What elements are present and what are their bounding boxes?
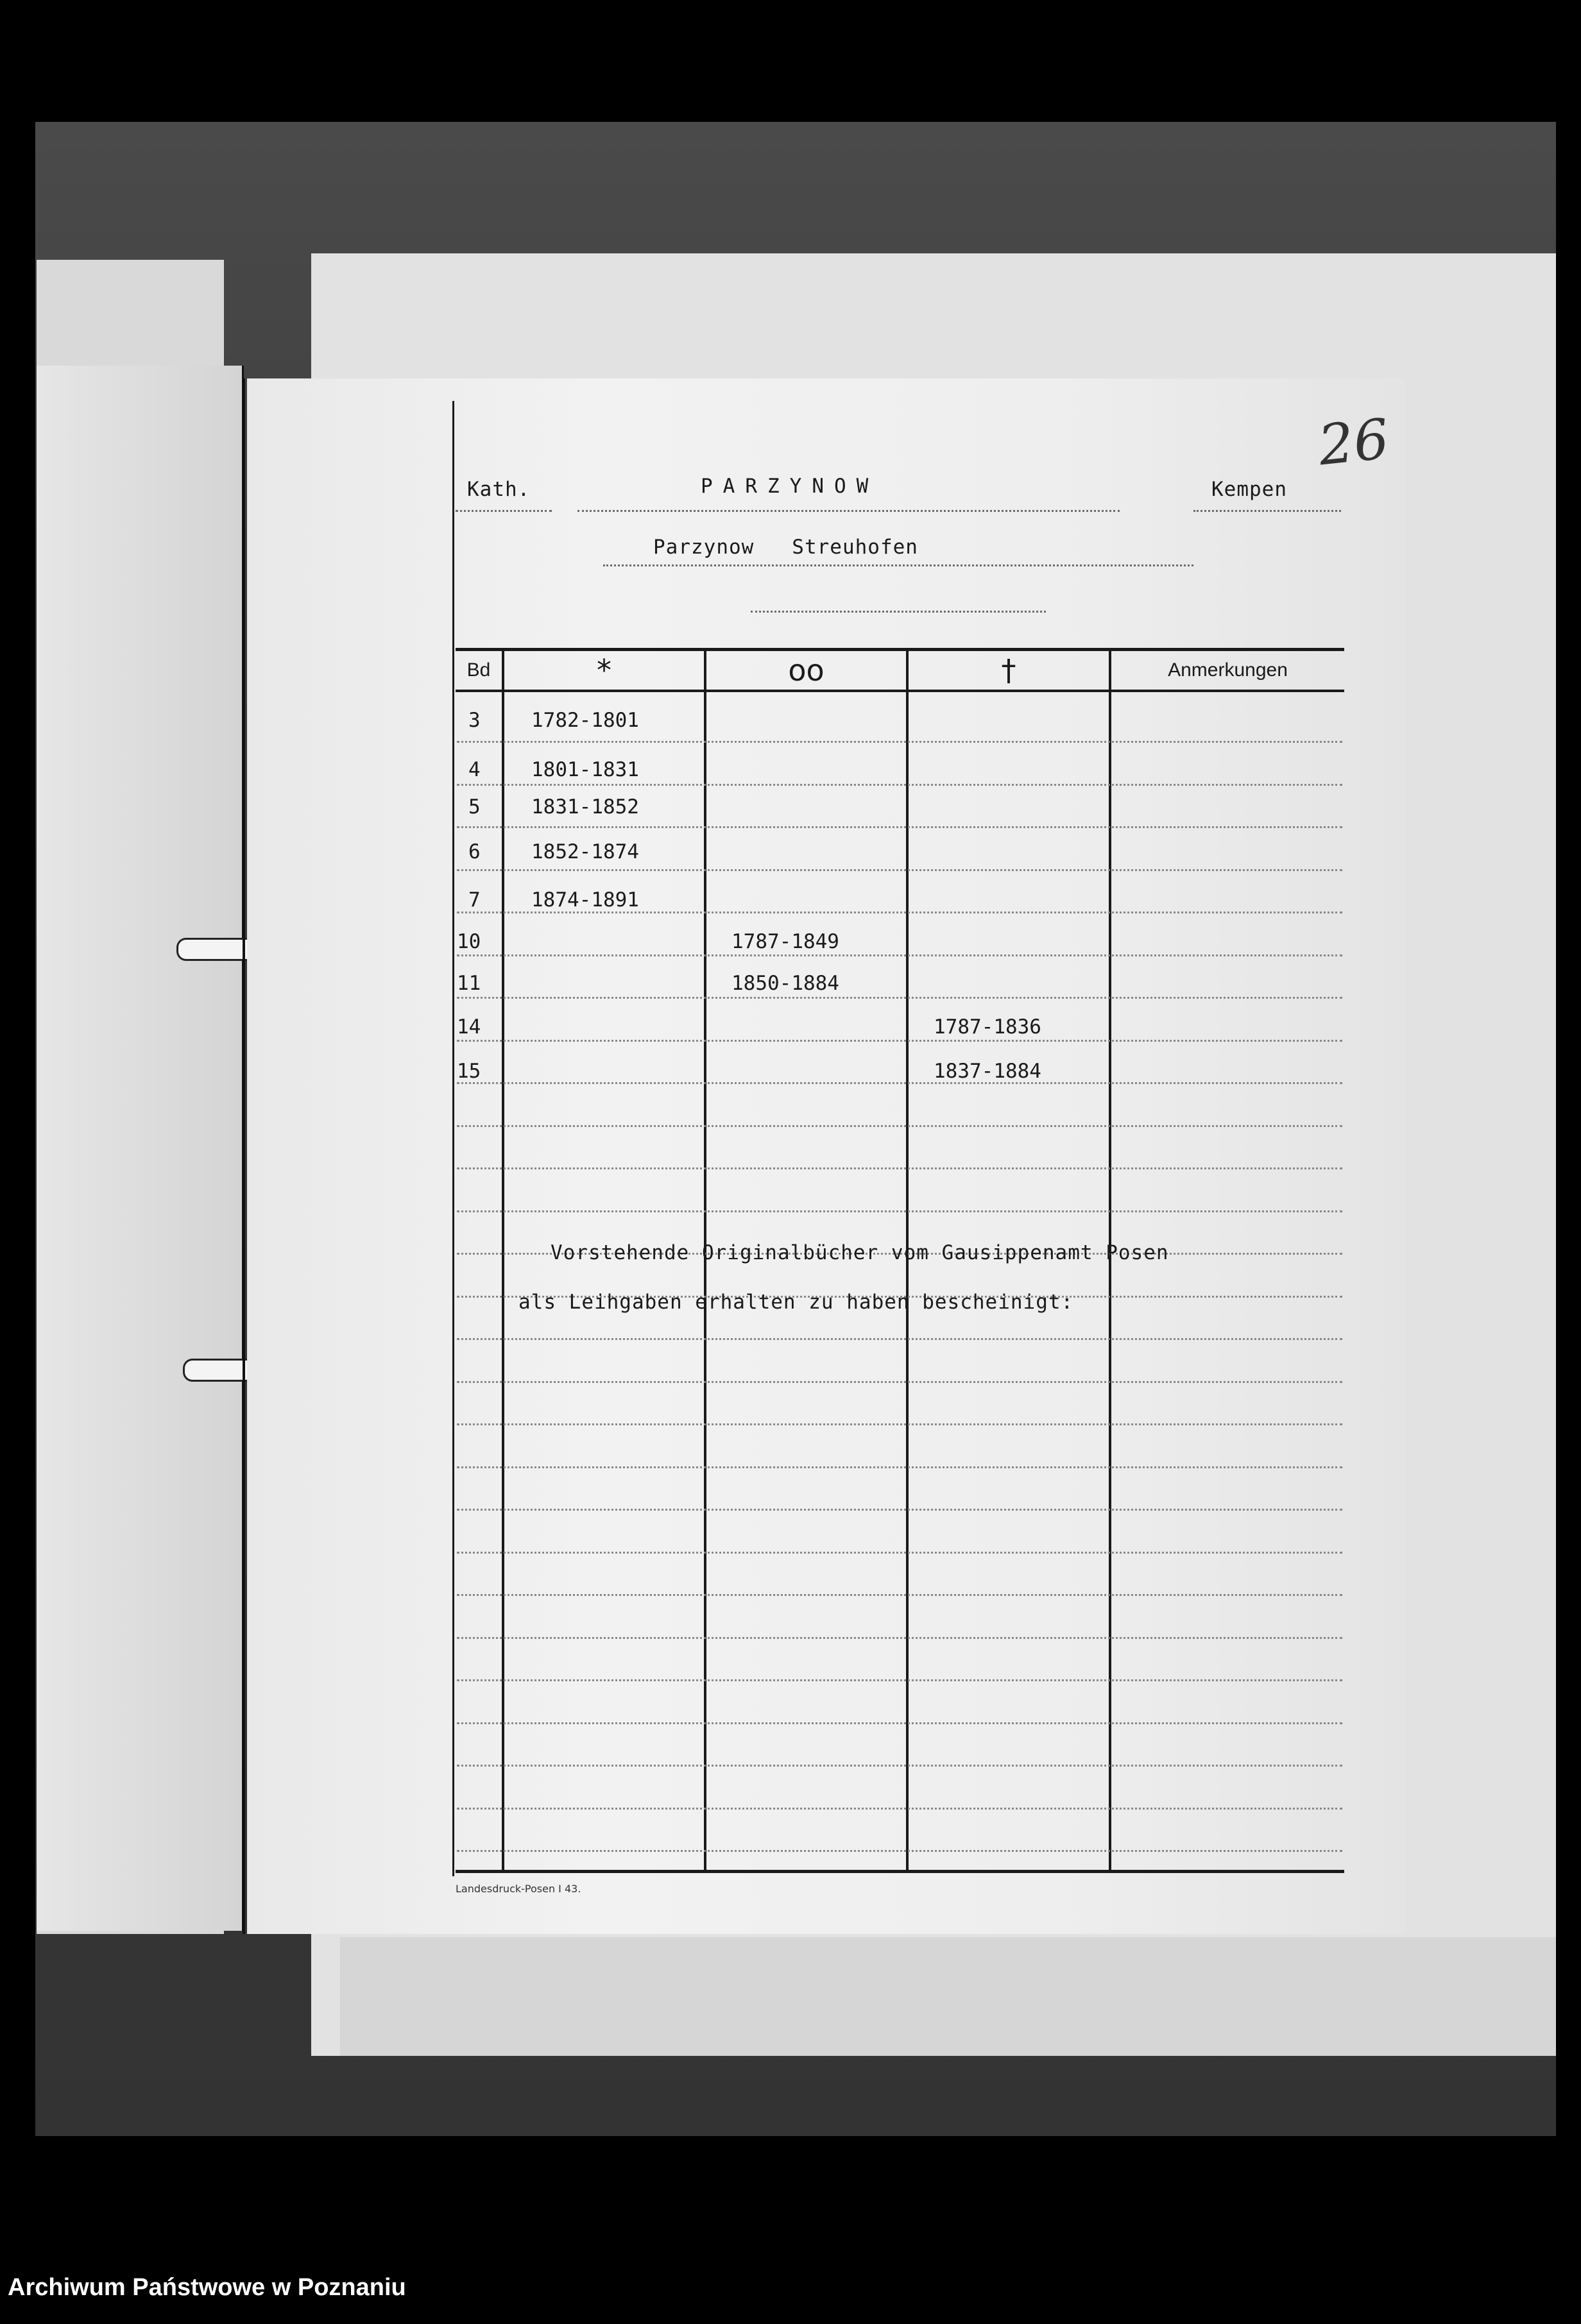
row-volume-number: 6 (468, 840, 481, 863)
row-birth-years: 1801-1831 (531, 758, 639, 781)
ruled-line (457, 1552, 1342, 1554)
folder-cover (37, 366, 244, 1931)
row-volume-number: 3 (468, 709, 481, 732)
ruled-line (457, 912, 1342, 913)
row-death-years: 1837-1884 (934, 1060, 1041, 1083)
bottom-strip (340, 1937, 1556, 2056)
row-birth-years: 1782-1801 (531, 709, 639, 732)
row-volume-number: 4 (468, 758, 481, 781)
note-line-2: als Leihgaben erhalten zu haben bescheinigt: (518, 1291, 1074, 1314)
ruled-line (457, 1637, 1342, 1639)
ruled-line (457, 1466, 1342, 1468)
ruled-line (457, 997, 1342, 999)
row-volume-number: 5 (468, 795, 481, 818)
ruled-line (457, 1167, 1342, 1169)
ruled-line (457, 741, 1342, 743)
row-volume-number: 15 (457, 1060, 481, 1083)
ruled-line (457, 1850, 1342, 1852)
col-header-bd: Bd (466, 659, 491, 681)
ruled-line (457, 1509, 1342, 1511)
ruled-line (457, 1765, 1342, 1767)
ruled-line (457, 1338, 1342, 1340)
ruled-line (457, 1423, 1342, 1425)
row-volume-number: 7 (468, 888, 481, 912)
row-volume-number: 14 (457, 1015, 481, 1039)
parish-name: PARZYNOW (701, 475, 879, 498)
ruled-line (457, 1594, 1342, 1596)
row-marriage-years: 1787-1849 (731, 930, 839, 953)
row-birth-years: 1852-1874 (531, 840, 639, 863)
archive-watermark: Archiwum Państwowe w Poznaniu (8, 2274, 406, 2301)
ruled-line (457, 1381, 1342, 1383)
row-death-years: 1787-1836 (934, 1015, 1041, 1039)
row-birth-years: 1831-1852 (531, 795, 639, 818)
ruled-line (457, 1808, 1342, 1810)
ruled-line (457, 784, 1342, 786)
row-volume-number: 11 (457, 972, 481, 995)
district-name: Kempen (1211, 478, 1287, 501)
localities: Parzynow Streuhofen (653, 536, 918, 559)
ruled-line (457, 869, 1342, 871)
print-mark: Landesdruck-Posen I 43. (456, 1883, 581, 1895)
ruled-line (457, 1722, 1342, 1724)
ruled-line (457, 1210, 1342, 1212)
card-edge (243, 378, 245, 1934)
ruled-line (457, 1040, 1342, 1042)
ruled-line (457, 1082, 1342, 1084)
ruled-line (457, 1125, 1342, 1127)
confession-label: Kath. (467, 478, 531, 501)
row-birth-years: 1874-1891 (531, 888, 639, 912)
col-header-marriage: oo (788, 653, 825, 688)
ruled-line (457, 954, 1342, 956)
row-marriage-years: 1850-1884 (731, 972, 839, 995)
ruled-line (457, 1679, 1342, 1681)
note-line-1: Vorstehende Originalbücher vom Gausippenamt Posen (551, 1241, 1169, 1264)
col-header-remarks: Anmerkungen (1168, 659, 1288, 681)
ruled-line (457, 826, 1342, 828)
col-header-birth: * (597, 653, 611, 688)
row-volume-number: 10 (457, 930, 481, 953)
folio-number: 26 (1315, 407, 1392, 479)
col-header-death: † (1001, 653, 1016, 688)
